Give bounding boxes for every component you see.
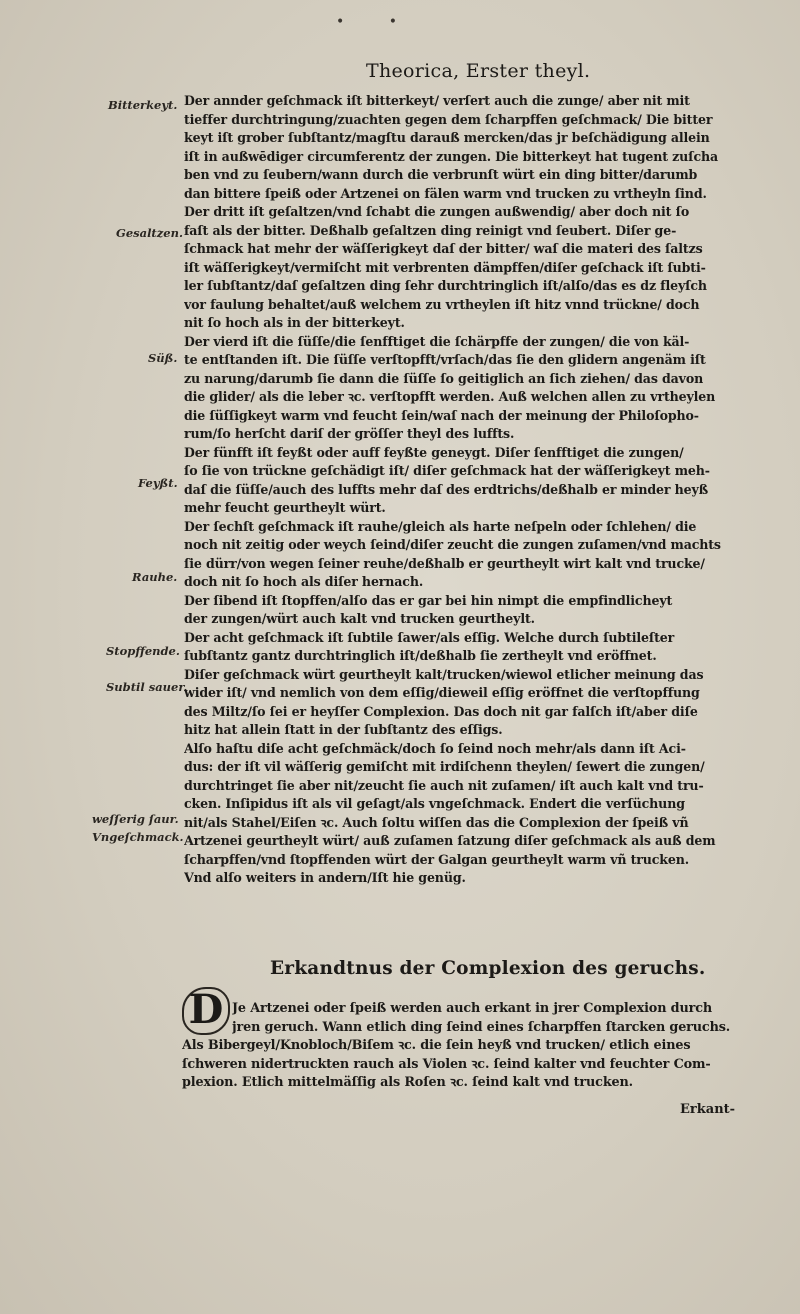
section-line: plexion. Etlich mittelmäſſig als Roſen ꝛc. ſeind kalt vnd trucken.: [182, 1075, 633, 1090]
body-line: mehr feucht geurtheylt würt.: [184, 500, 386, 515]
body-line: rum/ſo herſcht dariſ der gröſſer theyl des luffts.: [184, 426, 515, 441]
body-line: Der ſechſt geſchmack iſt rauhe/gleich als harte neſpeln oder ſchlehen/ die: [184, 518, 697, 534]
top-marks: • •: [336, 14, 417, 30]
body-line: ler ſubſtantz/daſ geſaltzen ding ſehr durchtringlich iſt/alſo/das es dz fleyſch: [184, 278, 707, 293]
section-line: ſchweren nidertruckten rauch als Violen ꝛc. ſeind kalter vnd feuchter Com-: [182, 1056, 711, 1072]
body-line: Der acht geſchmack iſt ſubtile ſawer/als eſſig. Welche durch ſubtileſter: [184, 629, 675, 645]
body-line: nit ſo hoch als in der bitterkeyt.: [184, 315, 405, 330]
body-line: cken. Inſipidus iſt als vil geſagt/als vngeſchmack. Endert die verſüchung: [184, 796, 685, 811]
body-line: durchtringet ſie aber nit/zeucht ſie auch nit zuſamen/ iſt auch kalt vnd tru-: [184, 777, 704, 793]
body-line: Der ſibend iſt ſtopffen/alſo das er gar bei hin nimpt die empfindlicheyt: [184, 592, 673, 608]
body-line: der zungen/würt auch kalt vnd trucken geurtheylt.: [184, 611, 535, 626]
running-header: Theorica, Erster theyl.: [366, 60, 591, 82]
margin-note-rauhe: Rauhe.: [132, 570, 178, 584]
margin-note-bitterkeyt: Bitterkeyt.: [108, 98, 178, 112]
margin-note-wesserig-saur: weſſerig ſaur.: [92, 812, 179, 826]
catchword: Erkant-: [680, 1102, 736, 1117]
section-title: Erkandtnus der Complexion des geruchs.: [270, 958, 706, 979]
body-line: des Miltz/ſo ſei er heyſſer Complexion. Das doch nit gar falſch iſt/aber diſe: [184, 703, 698, 719]
body-line: zu narung/darumb ſie dann die ſüſſe ſo geitiglich an ſich ziehen/ das davon: [184, 370, 704, 386]
body-line: dus: der iſt vil wäſſerig gemiſcht mit irdiſchenn theylen/ ſewert die zungen/: [184, 759, 705, 774]
body-line: noch nit zeitig oder weych ſeind/diſer zeucht die zungen zuſamen/vnd machts: [184, 537, 721, 552]
body-line: doch nit ſo hoch als diſer hernach.: [184, 574, 424, 589]
section-text: [182, 1000, 766, 1093]
body-line: hitz hat allein ſtatt in der ſubſtantz des eſſigs.: [184, 722, 503, 737]
body-line: Vnd alſo weiters in andern/Iſt hie genüg.: [184, 870, 466, 885]
body-line: faſt als der bitter. Deßhalb geſaltzen ding reinigt vnd ſeubert. Diſer ge-: [184, 222, 677, 238]
body-line: ſchmack hat mehr der wäſſerigkeyt daſ der bitter/ waſ die materi des ſaltzs: [184, 241, 703, 256]
body-line: dan bittere ſpeiß oder Artzenei on fälen warm vnd trucken zu vrtheyln ſind.: [184, 185, 707, 201]
margin-note-vngeschmack: Vngeſchmack.: [92, 830, 184, 844]
body-line: Diſer geſchmack würt geurtheylt kalt/trucken/wiewol etlicher meinung das: [184, 666, 704, 682]
body-line: nit/als Stahel/Eiſen ꝛc. Auch ſoltu wiſſen das die Complexion der ſpeiß vñ: [184, 814, 689, 830]
body-line: daſ die ſüſſe/auch des luffts mehr daſ des erdtrichs/deßhalb er minder heyß: [184, 481, 709, 497]
body-line: Der fünfft iſt feyßt oder auff feyßte geneygt. Diſer ſenfftiget die zungen/: [184, 444, 684, 460]
body-line: ſubſtantz gantz durchtringlich iſt/deßhalb ſie zertheylt vnd eröffnet.: [184, 648, 657, 663]
section-line: jren geruch. Wann etlich ding ſeind eines ſcharpffen ſtarcken geruchs.: [232, 1019, 731, 1035]
margin-note-suess: Süß.: [148, 351, 178, 365]
body-line: Artzenei geurtheylt würt/ auß zuſamen ſatzung diſer geſchmack als auß dem: [184, 833, 716, 848]
initial-letter: D: [182, 987, 230, 1035]
body-line: ben vnd zu ſeubern/wann durch die verbrunſt würt ein ding bitter/darumb: [184, 167, 698, 182]
body-line: Alſo haſtu diſe acht geſchmäck/doch ſo ſeind noch mehr/als dann iſt Aci-: [184, 740, 686, 756]
body-line: die ſüſſigkeyt warm vnd feucht ſein/waſ nach der meinung der Philoſopho-: [184, 407, 699, 423]
margin-note-subtil-saur: Subtil sauer.: [106, 680, 188, 694]
body-line: die glider/ als die leber ꝛc. verſtopfft werden. Auß welchen allen zu vrtheylen: [184, 389, 716, 404]
body-line: Der dritt iſt geſaltzen/vnd ſchabt die zungen außwendig/ aber doch nit ſo: [184, 204, 690, 219]
body-line: ſo ſie von trückne geſchädigt iſt/ diſer geſchmack hat der wäſſerigkeyt meh-: [184, 463, 710, 478]
body-line: ſie dürr/von wegen ſeiner reuhe/deßhalb er geurtheylt wirt kalt vnd trucke/: [184, 555, 705, 571]
body-line: vor faulung behaltet/auß welchem zu vrtheylen iſt hitz vnnd trückne/ doch: [184, 296, 700, 312]
body-line: Der vierd iſt die ſüſſe/die ſenfftiget die ſchärpffe der zungen/ die von käl-: [184, 333, 690, 349]
body-text: [184, 92, 766, 888]
body-line: wider iſt/ vnd nemlich von dem eſſig/dieweil eſſig eröffnet die verſtopffung: [184, 685, 700, 700]
margin-note-feyszt: Feyßt.: [138, 476, 178, 490]
body-line: te entſtanden iſt. Die ſüſſe verſtopfft/vrſach/das ſie den glidern angenäm iſt: [184, 352, 706, 367]
section-line: Je Artzenei oder ſpeiß werden auch erkant in jrer Complexion durch: [232, 1001, 712, 1016]
body-line: iſt in außwēdiger circumferentz der zungen. Die bitterkeyt hat tugent zuſcha: [184, 148, 718, 164]
body-line: tieffer durchtringung/zuachten gegen dem ſcharpffen geſchmack/ Die bitter: [184, 111, 713, 127]
margin-note-gesaltzen: Gesaltzen.: [116, 226, 183, 240]
section-line: Als Bibergeyl/Knobloch/Biſem ꝛc. die ſein heyß vnd trucken/ etlich eines: [182, 1038, 691, 1053]
body-line: iſt wäſſerigkeyt/vermiſcht mit verbrenten dämpffen/diſer geſchack iſt ſubti-: [184, 259, 706, 275]
body-line: Der annder geſchmack iſt bitterkeyt/ verſert auch die zunge/ aber nit mit: [184, 93, 690, 108]
body-line: ſcharpffen/vnd ſtopffenden würt der Galgan geurtheylt warm vñ trucken.: [184, 851, 689, 867]
margin-note-stopffende: Stopffende.: [106, 644, 180, 658]
body-line: keyt iſt grober ſubſtantz/magſtu darauß mercken/das jr beſchädigung allein: [184, 130, 710, 145]
